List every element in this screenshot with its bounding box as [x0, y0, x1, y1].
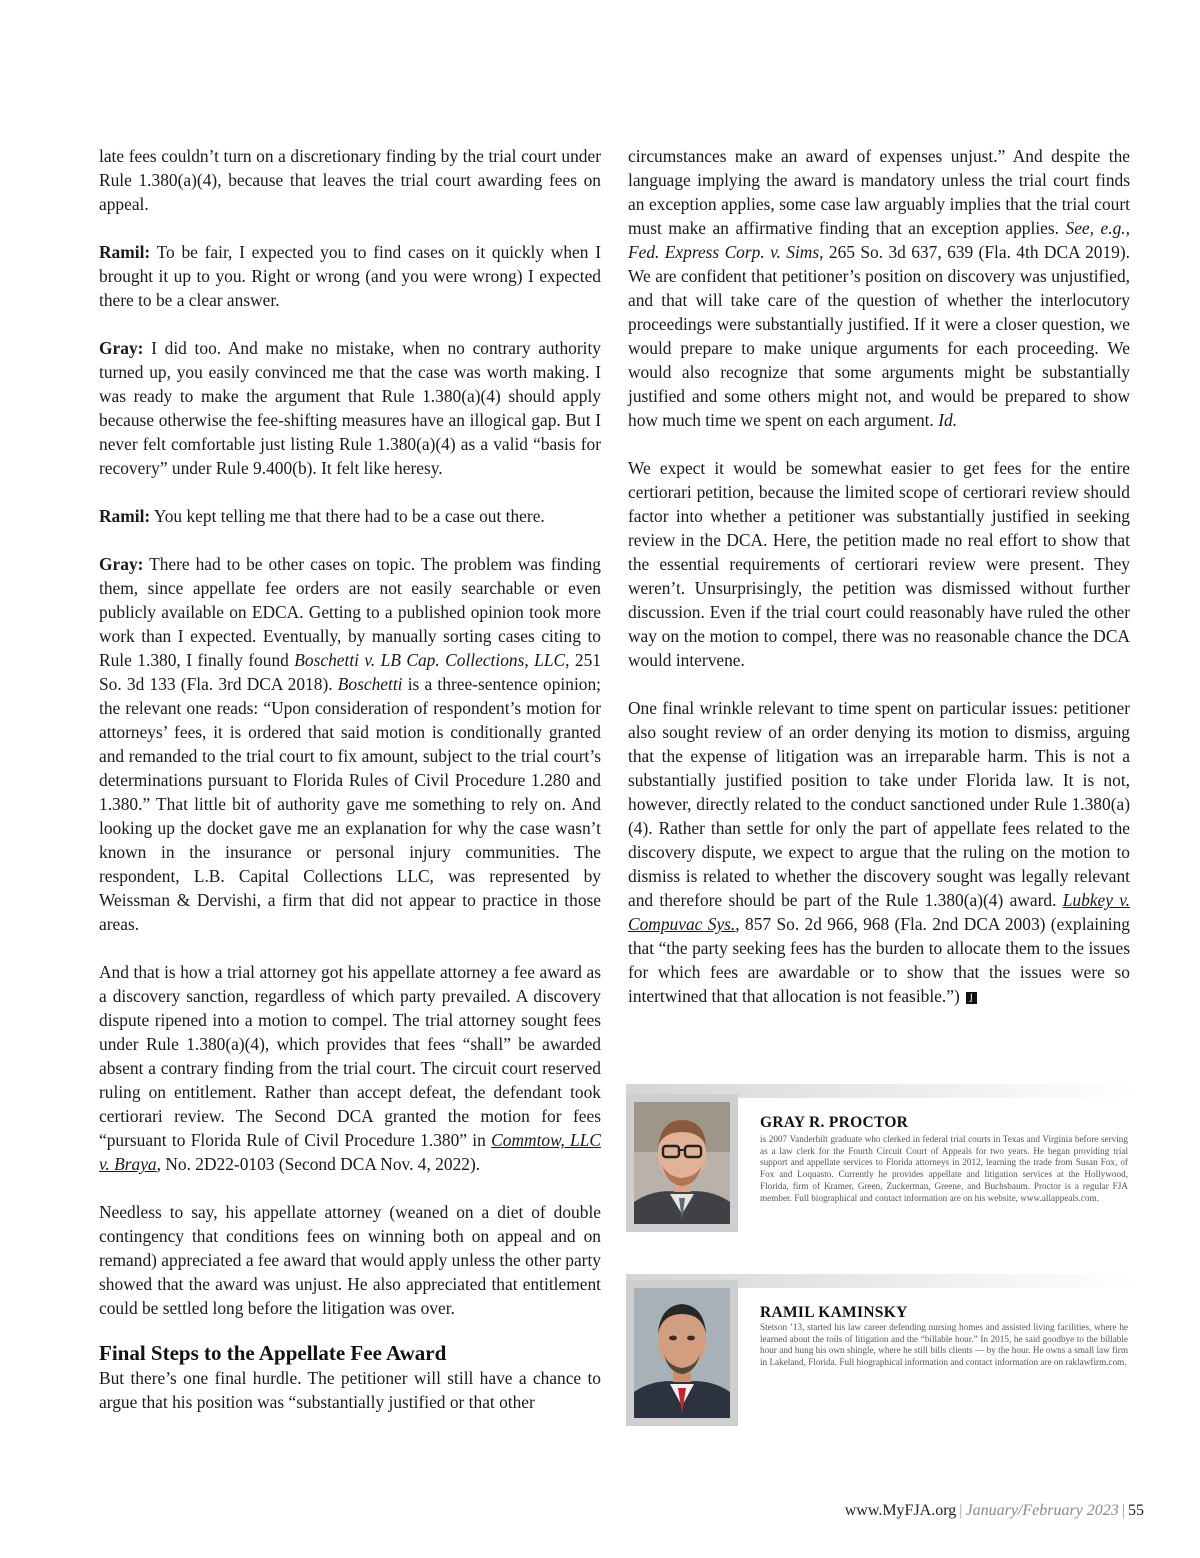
- case-citation: See, e.g., Fed. Express Corp. v. Sims: [628, 218, 1130, 262]
- case-citation: Lubkey v. Compuvac Sys.: [628, 890, 1131, 934]
- section-heading: Final Steps to the Appellate Fee Award: [99, 1341, 447, 1365]
- footer-separator: |: [1121, 1502, 1125, 1519]
- speaker-label: Ramil:: [99, 506, 151, 526]
- author-photo: [634, 1288, 730, 1418]
- author-photo-frame: [626, 1094, 738, 1232]
- paragraph: But there’s one final hurdle. The petitioner will still have a chance to argue that his position was “substantially justified or that other: [99, 1368, 601, 1412]
- left-column: [99, 144, 601, 1414]
- case-citation: Commtow, LLC v. Braya: [99, 1130, 602, 1174]
- portrait-ramil-image: [634, 1288, 730, 1418]
- paragraph: And that is how a trial attorney got his appellate attorney a fee award as a discovery sanction, regardless of which party prevailed. A discovery dispute ripened into a motion to compel. The trial attorney sought fees under Rule 1.380(a)(4), which provides that fees “shall” be awarded absent a contrary finding from the trial court. The circuit court reserved ruling on entitlement. Rather than accept defeat, the defendant took certiorari review. The Second DCA granted the motion for fees “pursuant to Florida Rule of Civil Procedure 1.380” in Commtow, LLC v. Braya, No. 2D22-0103 (Second DCA Nov. 4, 2022).: [99, 962, 602, 1174]
- paragraph: We expect it would be somewhat easier to get fees for the entire certiorari petition, because the limited scope of certiorari review should factor into whether a petitioner was substantially justified in seeking review in the DCA. Here, the petition made no real effort to show that the essential requirements of certiorari review were present. They weren’t. Unsurprisingly, the petition was dismissed without further discussion. Even if the trial court could reasonably have ruled the other way on the motion to compel, there was no reasonable chance the DCA would intervene.: [628, 458, 1130, 670]
- footer-issue-date: January/February 2023: [965, 1502, 1119, 1519]
- author-bio-gray: [626, 1084, 1136, 1234]
- case-citation: Id.: [938, 410, 958, 430]
- footer-website: www.MyFJA.org: [844, 1502, 957, 1519]
- end-of-article-icon: J: [966, 992, 977, 1004]
- bio-author-name: RAMIL KAMINSKY: [760, 1304, 908, 1321]
- paragraph: late fees couldn’t turn on a discretionary finding by the trial court under Rule 1.380(a)(4), because that leaves the trial court awarding fees on appeal.: [99, 146, 601, 214]
- paragraph: circumstances make an award of expenses unjust.” And despite the language implying the award is mandatory unless the trial court finds an exception applies, some case law arguably implies that the trial court must make an affirmative finding that an exception applies. See, e.g., Fed. Express Corp. v. Sims, 265 So. 3d 637, 639 (Fla. 4th DCA 2019). We are confident that petitioner’s position on discovery was unjustified, and that will take care of the question of whether the interlocutory proceedings were substantially justified. If it were a closer question, we would prepare to make unique arguments for each proceeding. We would also recognize that some arguments might be substantially justified and some others might not, and would be prepared to show how much time we spent on each argument. Id.: [628, 146, 1130, 430]
- author-photo-frame: [626, 1280, 738, 1426]
- author-bio-ramil: [626, 1274, 1136, 1426]
- page-footer: [845, 1502, 1144, 1520]
- case-citation: Boschetti: [337, 674, 403, 694]
- paragraph: Ramil: To be fair, I expected you to find cases on it quickly when I brought it up to you. Right or wrong (and you were wrong) I expected there to be a clear answer.: [99, 242, 601, 310]
- paragraph: Gray: I did too. And make no mistake, when no contrary authority turned up, you easily convinced me that the case was worth making. I was ready to make the argument that Rule 1.380(a)(4) should apply because otherwise the fee-shifting measures have an illogical gap. But I never felt comfortable just listing Rule 1.380(a)(4) as a valid “basis for recovery” under Rule 9.400(b). It felt like heresy.: [99, 338, 601, 478]
- speaker-label: Gray:: [99, 338, 144, 358]
- footer-separator: |: [959, 1502, 963, 1519]
- paragraph: Needless to say, his appellate attorney (weaned on a diet of double contingency that conditions fees on winning both on appeal and on remand) appreciated a fee award that would apply unless the other party showed that the award was unjust. He also appreciated that entitlement could be settled long before the litigation was over.: [99, 1202, 601, 1318]
- right-column: [628, 144, 1130, 1032]
- portrait-gray-image: [634, 1102, 730, 1224]
- bio-description: is 2007 Vanderbilt graduate who clerked in federal trial courts in Texas and Virginia before serving as a law clerk for the Fourth Circuit Court of Appeals for two years. He began providing trial support and appellate services to Florida attorneys in 2012, learning the trade from Susan Fox, of Fox and Loquasto. Currently he provides appellate and litigation services at the Hollywood, Florida, firm of Kramer, Green, Zuckerman, Greene, and Buchsbaum. Proctor is a regular FJA member. Full biographical and contact information are on his website, www.allappeals.com.: [760, 1134, 1128, 1203]
- paragraph: Gray: There had to be other cases on topic. The problem was finding them, since appellate fee orders are not easily searchable or even publicly available on EDCA. Getting to a published opinion took more work than I expected. Eventually, by manually sorting cases citing to Rule 1.380, I finally found Boschetti v. LB Cap. Collections, LLC, 251 So. 3d 133 (Fla. 3rd DCA 2018). Boschetti is a three-sentence opinion; the relevant one reads: “Upon consideration of respondent’s motion for attorneys’ fees, it is ordered that said motion is conditionally granted and remanded to the trial court to fix amount, subject to the trial court’s determinations pursuant to Florida Rules of Civil Procedure 1.280 and 1.380.” That little bit of authority gave me something to rely on. And looking up the docket gave me an explanation for why the case wasn’t known in the insurance or personal injury communities. The respondent, L.B. Capital Collections LLC, was represented by Weissman & Dervishi, a firm that did not appear to practice in those areas.: [99, 554, 602, 934]
- case-citation: Boschetti v. LB Cap. Collections, LLC: [294, 650, 566, 670]
- paragraph: Ramil: You kept telling me that there had to be a case out there.: [99, 506, 545, 526]
- page-number: 55: [1128, 1502, 1144, 1519]
- author-photo: [634, 1102, 730, 1224]
- bio-author-name: GRAY R. PROCTOR: [760, 1114, 909, 1131]
- bio-description: Stetson ’13, started his law career defending nursing homes and assisted living facilities, where he learned about the toils of litigation and the “billable hour.” In 2015, he said goodbye to the billable hour and hung his own shingle, where he still bills clients — by the hour. He owns a small law firm in Lakeland, Florida. Full biographical information and contact information are on raklawfirm.com.: [760, 1322, 1128, 1368]
- speaker-label: Ramil:: [99, 242, 151, 262]
- speaker-label: Gray:: [99, 554, 144, 574]
- paragraph: One final wrinkle relevant to time spent on particular issues: petitioner also sought review of an order denying its motion to dismiss, arguing that the expense of litigation was an irreparable harm. This is not a substantially justified position to take under Florida law. It is not, however, directly related to the conduct sanctioned under Rule 1.380(a)(4). Rather than settle for only the part of appellate fees related to the discovery dispute, we expect to argue that the ruling on the motion to dismiss is related to whether the discovery sought was legally relevant and therefore should be part of the Rule 1.380(a)(4) award. Lubkey v. Compuvac Sys., 857 So. 2d 966, 968 (Fla. 2nd DCA 2003) (explaining that “the party seeking fees has the burden to allocate them to the issues for which fees are awardable or to show that the issues were so intertwined that that allocation is not feasible.”) J: [628, 698, 1131, 1006]
